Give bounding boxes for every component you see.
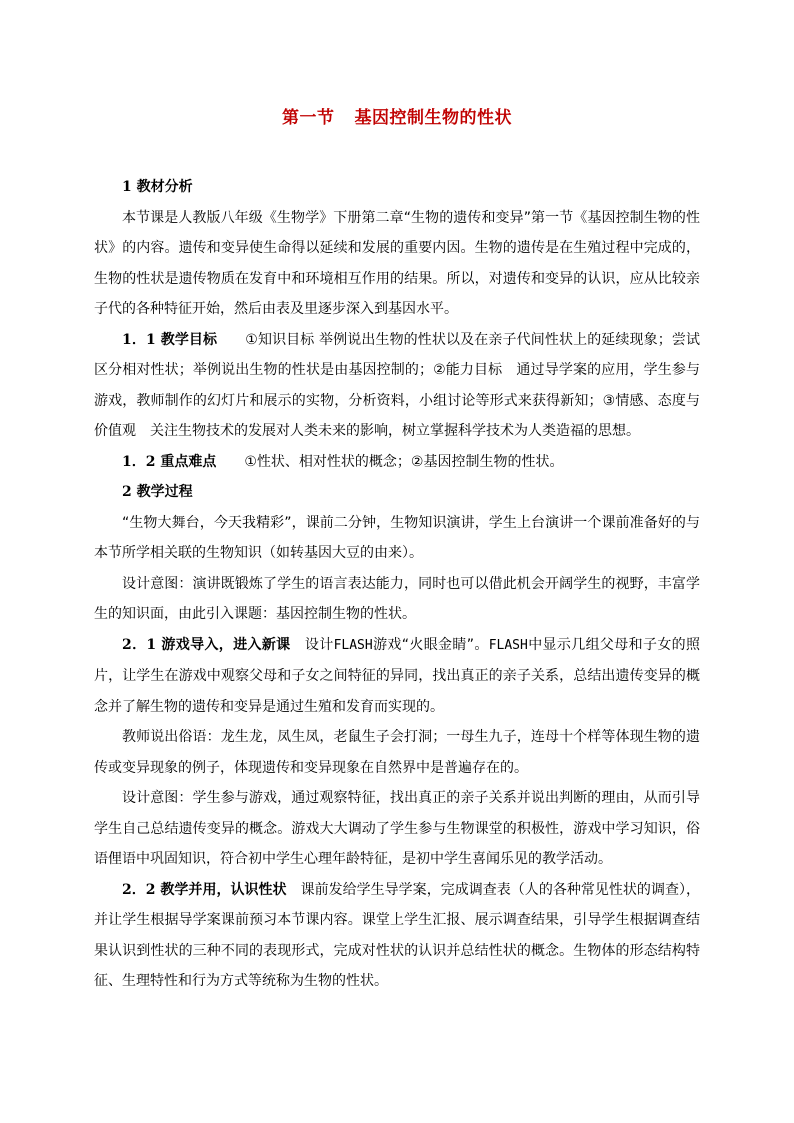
subheading-1-2: 1．2 重点难点 bbox=[122, 453, 217, 470]
title-section-number: 第一节 bbox=[282, 108, 335, 128]
page-title bbox=[0, 103, 794, 128]
paragraph-key-points bbox=[94, 447, 700, 478]
document-body bbox=[94, 172, 700, 997]
paragraph-proverbs: 教师说出俗语：龙生龙，凤生凤，老鼠生子会打洞；一母生九子，连母十个样等体现生物的遗传或变异现象的例子，体现遗传和变异现象在自然界中是普遍存在的。 bbox=[94, 729, 700, 776]
teaching-goals-text: ①知识目标 举例说出生物的性状以及在亲子代间性状上的延续现象；尝试区分相对性状；举例说出生物的性状是由基因控制的；②能力目标 通过导学案的应用，学生参与游戏，教师制作的幻灯片和展示的实物，分析资料，小组讨论等形式来获得新知；③情感、态度与价值观 关注生物技术的发展对人类未来的影响，树立掌握科学技术为人类造福的思想。 bbox=[94, 331, 700, 439]
paragraph-speech-activity: “生物大舞台，今天我精彩”，课前二分钟，生物知识演讲，学生上台演讲一个课前准备好的与本节所学相关联的生物知识（如转基因大豆的由来）。 bbox=[94, 514, 700, 561]
subheading-2-1: 2．1 游戏导入，进入新课 bbox=[122, 636, 291, 653]
paragraph-design-intent-1: 设计意图：演讲既锻炼了学生的语言表达能力，同时也可以借此机会开阔学生的视野，丰富学生的知识面，由此引入课题：基因控制生物的性状。 bbox=[94, 575, 700, 622]
paragraph-design-intent-2: 设计意图：学生参与游戏，通过观察特征，找出真正的亲子关系并说出判断的理由，从而引导学生自己总结遗传变异的概念。游戏大大调动了学生参与生物课堂的积极性，游戏中学习知识，俗语俚语中巩固知识，符合初中学生心理年龄特征，是初中学生喜闻乐见的教学活动。 bbox=[94, 790, 700, 867]
subheading-2-2: 2．2 教学并用，认识性状 bbox=[122, 881, 287, 898]
title-topic: 基因控制生物的性状 bbox=[354, 108, 512, 128]
paragraph-teaching-goals bbox=[94, 325, 700, 447]
paragraph-game-intro: 2．1 游戏导入，进入新课 设计FLASH游戏“火眼金睛”。FLASH中显示几组父母和子女的照片，让学生在游戏中观察父母和子女之间特征的异同，找出真正的亲子关系，总结出遗传变异的概念并了解生物的遗传和变异是通过生殖和发育而实现的。 bbox=[94, 636, 701, 715]
paragraph-traits bbox=[94, 875, 700, 997]
section-heading-1: 1 教材分析 bbox=[122, 179, 193, 195]
traits-text: 课前发给学生导学案，完成调查表（人的各种常见性状的调查），并让学生根据导学案课前预习本节课内容。课堂上学生汇报、展示调查结果，引导学生根据调查结果认识到性状的三种不同的表现形式，完成对性状的认识并总结性状的概念。生物体的形态结构特征、生理特性和行为方式等统称为生物的性状。 bbox=[94, 881, 700, 989]
key-points-text: ①性状、相对性状的概念；②基因控制生物的性状。 bbox=[244, 453, 564, 470]
paragraph-textbook-analysis: 本节课是人教版八年级《生物学》下册第二章“生物的遗传和变异”第一节《基因控制生物的性状》的内容。遗传和变异使生命得以延续和发展的重要内因。生物的遗传是在生殖过程中完成的，生物的性状是遗传物质在发育中和环境相互作用的结果。所以，对遗传和变异的认识，应从比较亲子代的各种特征开始，然后由表及里逐步深入到基因水平。 bbox=[94, 209, 700, 317]
subheading-1-1: 1．1 教学目标 bbox=[122, 331, 218, 348]
section-heading-2: 2 教学过程 bbox=[122, 484, 193, 500]
